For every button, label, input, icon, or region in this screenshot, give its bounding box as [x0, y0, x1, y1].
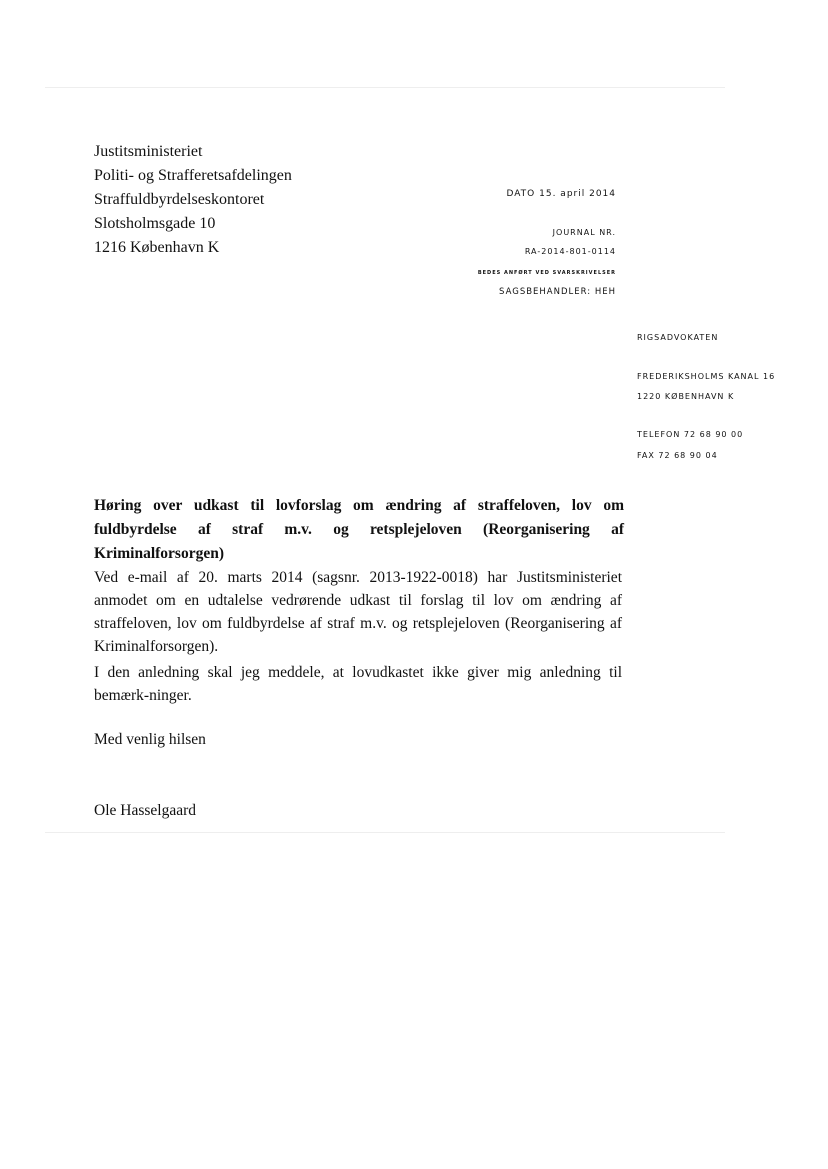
body-paragraph: Ved e-mail af 20. marts 2014 (sagsnr. 2013-1922-0018) har Justitsministeriet anmodet om en udtalelse vedrørende udkast til forslag til lov om ændring af straffeloven, lov om fuldbyrdelse af straf m.v. og retsplejeloven (Reorganisering af Kriminalforsorgen).: [94, 569, 622, 655]
recipient-line: Slotsholmsgade 10: [94, 215, 216, 232]
top-divider: [45, 87, 725, 88]
recipient-line: Politi- og Strafferetsafdelingen: [94, 167, 292, 184]
letter-subject: Høring over udkast til lovforslag om ændring af straffeloven, lov om fuldbyrdelse af straf m.v. og retsplejeloven (Reorganisering af Kriminalforsorgen): [94, 497, 624, 562]
recipient-line: 1216 København K: [94, 239, 220, 256]
body-paragraph: I den anledning skal jeg meddele, at lovudkastet ikke giver mig anledning til bemærk-ninger.: [94, 664, 622, 704]
recipient-line: Justitsministeriet: [94, 143, 203, 160]
sender-city: 1220 KØBENHAVN K: [637, 392, 735, 401]
sender-fax: FAX 72 68 90 04: [637, 451, 718, 460]
recipient-line: Straffuldbyrdelseskontoret: [94, 191, 265, 208]
recipient-address: [94, 140, 292, 260]
sender-street: FREDERIKSHOLMS KANAL 16: [637, 372, 776, 381]
sender-phone: TELEFON 72 68 90 00: [637, 430, 744, 439]
bottom-divider: [45, 832, 725, 833]
journal-number: RA-2014-801-0114: [524, 247, 616, 256]
caseworker: SAGSBEHANDLER: HEH: [499, 287, 616, 297]
sender-name: RIGSADVOKATEN: [637, 333, 719, 342]
signatory-name: Ole Hasselgaard: [94, 802, 196, 819]
closing-salutation: Med venlig hilsen: [94, 731, 206, 748]
journal-label: JOURNAL NR.: [552, 228, 616, 237]
reference-note: BEDES ANFØRT VED SVARSKRIVELSER: [477, 270, 616, 276]
letter-date: DATO 15. april 2014: [506, 189, 616, 199]
